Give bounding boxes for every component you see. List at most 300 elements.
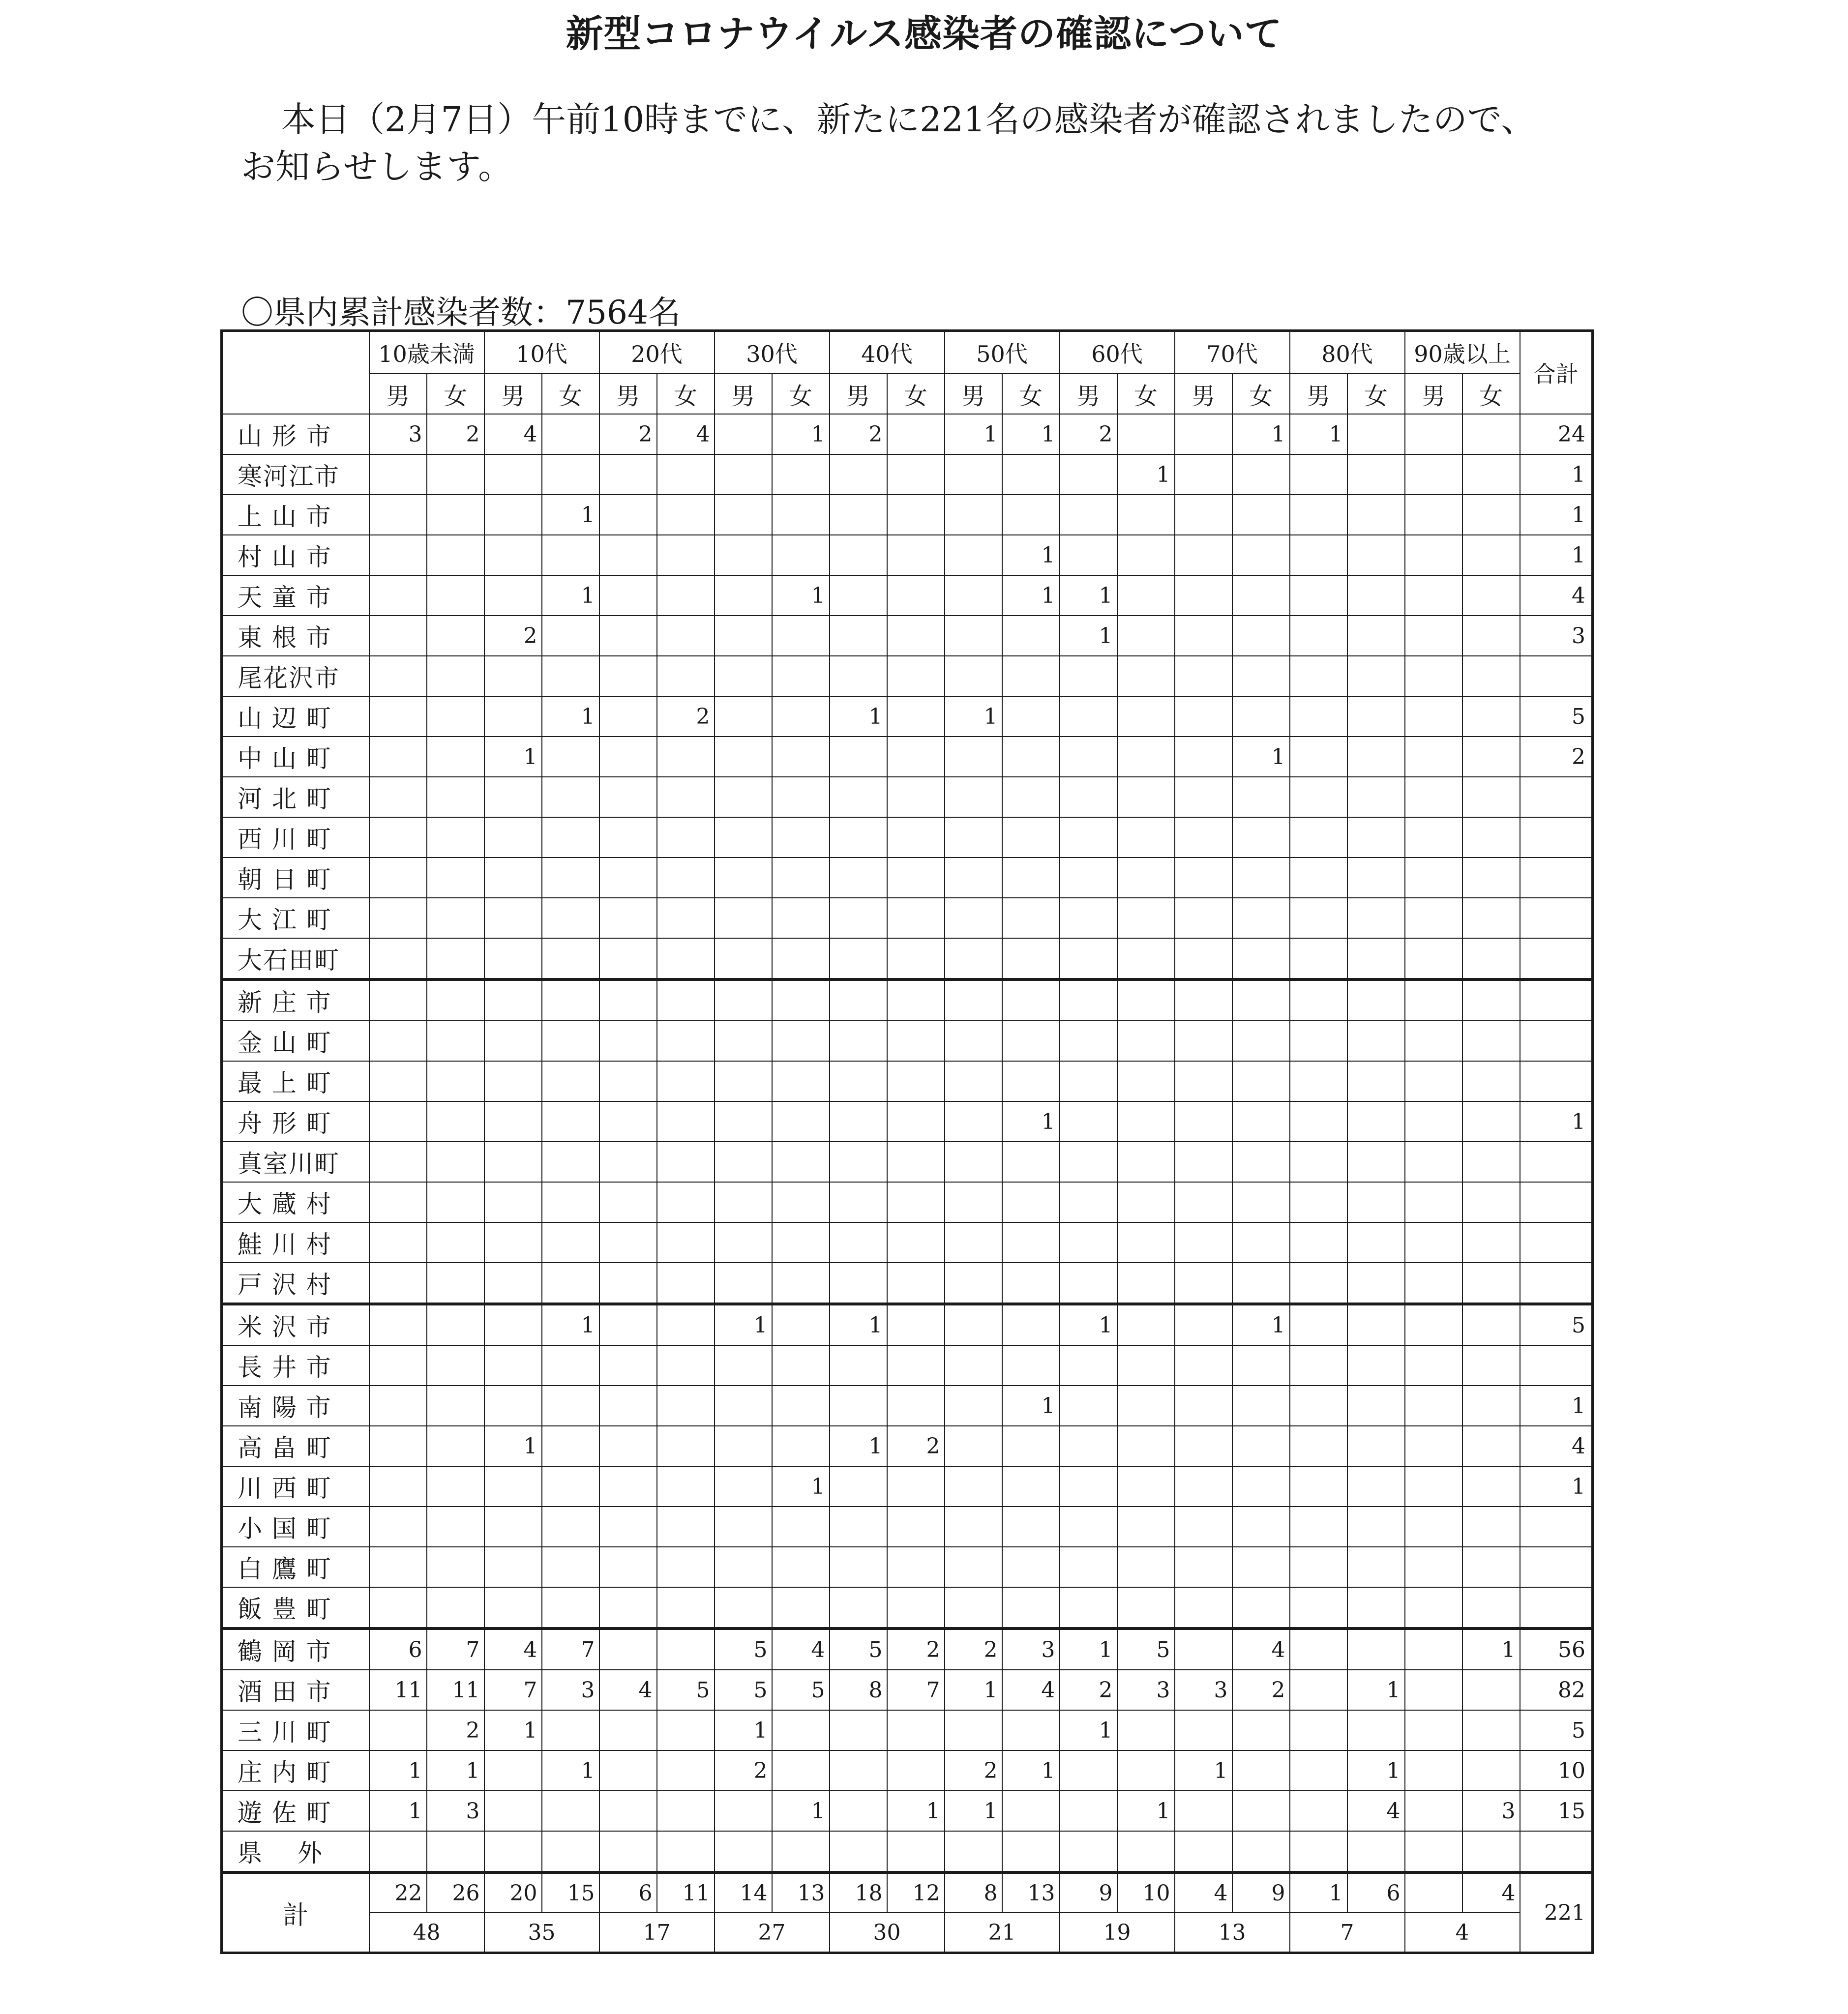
case-count-cell: [1290, 1222, 1347, 1263]
sum-by-sex-cell: 18: [830, 1872, 887, 1913]
table-row: [222, 858, 1593, 898]
case-count-cell: [887, 858, 945, 898]
case-count-cell: [1462, 1547, 1520, 1587]
age-group-header: 70代: [1175, 331, 1290, 374]
case-count-cell: [887, 1466, 945, 1507]
municipality-name: 鶴 岡 市: [222, 1629, 369, 1670]
case-count-cell: [1175, 1304, 1232, 1345]
case-count-cell: [1175, 575, 1232, 616]
case-count-cell: [1175, 1021, 1232, 1061]
case-count-cell: [1462, 1750, 1520, 1791]
case-count-cell: [1002, 495, 1060, 535]
case-count-cell: [599, 696, 657, 737]
case-count-cell: [542, 1831, 599, 1872]
case-count-cell: 3: [1117, 1670, 1175, 1710]
case-count-cell: [599, 1587, 657, 1629]
case-count-cell: [599, 1345, 657, 1386]
case-count-cell: [657, 1791, 715, 1831]
row-total-cell: 82: [1520, 1670, 1593, 1710]
case-count-cell: [1060, 898, 1117, 938]
case-count-cell: [484, 1263, 542, 1304]
case-count-cell: [369, 777, 427, 817]
case-count-cell: 2: [830, 414, 887, 454]
case-count-cell: [715, 414, 772, 454]
table-row: [222, 1182, 1593, 1222]
case-count-cell: [427, 777, 484, 817]
case-count-cell: [1175, 1142, 1232, 1182]
case-count-cell: 1: [1347, 1670, 1405, 1710]
row-total-cell: 1: [1520, 535, 1593, 575]
case-count-cell: 2: [599, 414, 657, 454]
case-count-cell: [427, 1222, 484, 1263]
case-count-cell: [830, 535, 887, 575]
case-count-cell: [772, 1061, 830, 1101]
case-count-cell: [427, 898, 484, 938]
case-count-cell: [427, 1831, 484, 1872]
municipality-name: 新 庄 市: [222, 979, 369, 1021]
case-count-cell: [1117, 817, 1175, 858]
case-count-cell: [715, 1791, 772, 1831]
case-count-cell: 3: [369, 414, 427, 454]
case-count-cell: 2: [484, 616, 542, 656]
case-count-cell: [542, 1101, 599, 1142]
case-count-cell: [1405, 495, 1462, 535]
case-count-cell: [887, 737, 945, 777]
case-count-cell: [945, 1345, 1002, 1386]
case-count-cell: [599, 1222, 657, 1263]
notice-line-2: お知らせします。: [241, 147, 513, 187]
case-count-cell: [1347, 1021, 1405, 1061]
case-count-cell: [1290, 495, 1347, 535]
case-count-cell: [599, 1791, 657, 1831]
case-count-cell: 1: [1232, 1304, 1290, 1345]
case-count-cell: [830, 495, 887, 535]
table-row: [222, 938, 1593, 979]
case-count-cell: [484, 1507, 542, 1547]
row-total-cell: 1: [1520, 1386, 1593, 1426]
table-row: [222, 1466, 1593, 1507]
case-count-cell: [945, 1142, 1002, 1182]
case-count-cell: [484, 1345, 542, 1386]
case-count-cell: [1347, 1222, 1405, 1263]
case-count-cell: [1290, 1021, 1347, 1061]
case-count-cell: [830, 616, 887, 656]
age-group-header: 60代: [1060, 331, 1175, 374]
case-count-cell: 4: [484, 1629, 542, 1670]
case-count-cell: [599, 1831, 657, 1872]
case-count-cell: [1462, 777, 1520, 817]
case-count-cell: [1462, 1670, 1520, 1710]
case-count-cell: 2: [1232, 1670, 1290, 1710]
case-count-cell: 5: [657, 1670, 715, 1710]
case-count-cell: [542, 1142, 599, 1182]
case-count-cell: [484, 858, 542, 898]
case-count-cell: [1347, 1345, 1405, 1386]
case-count-cell: [542, 1426, 599, 1466]
row-total-cell: [1520, 938, 1593, 979]
case-count-cell: [1347, 1061, 1405, 1101]
case-count-cell: [542, 979, 599, 1021]
case-count-cell: [542, 817, 599, 858]
case-count-cell: [1290, 1547, 1347, 1587]
case-count-cell: [484, 817, 542, 858]
case-count-cell: [1060, 1386, 1117, 1426]
case-count-cell: [1347, 979, 1405, 1021]
case-count-cell: [369, 1831, 427, 1872]
case-count-cell: [1290, 535, 1347, 575]
sum-by-sex-cell: 11: [657, 1872, 715, 1913]
case-count-cell: [1462, 414, 1520, 454]
case-count-cell: [1232, 1263, 1290, 1304]
female-header: 女: [1117, 374, 1175, 414]
case-count-cell: 1: [887, 1791, 945, 1831]
case-count-cell: [599, 1061, 657, 1101]
row-total-cell: 24: [1520, 414, 1593, 454]
case-count-cell: [1290, 817, 1347, 858]
case-count-cell: [369, 1021, 427, 1061]
case-count-cell: [1232, 817, 1290, 858]
case-count-cell: [484, 495, 542, 535]
case-count-cell: [657, 656, 715, 696]
case-count-cell: [1175, 1507, 1232, 1547]
case-count-cell: 1: [772, 1466, 830, 1507]
municipality-name: 尾花沢市: [222, 656, 369, 696]
case-count-cell: [715, 938, 772, 979]
sum-by-age-cell: 19: [1060, 1913, 1175, 1953]
case-count-cell: [1290, 1345, 1347, 1386]
case-count-cell: 1: [1462, 1629, 1520, 1670]
case-count-cell: [887, 1142, 945, 1182]
case-count-cell: [1060, 656, 1117, 696]
table-row: [222, 1507, 1593, 1547]
case-count-cell: 4: [657, 414, 715, 454]
municipality-name: 高 畠 町: [222, 1426, 369, 1466]
table-row: [222, 777, 1593, 817]
municipality-name: 長 井 市: [222, 1345, 369, 1386]
table-row: [222, 1222, 1593, 1263]
case-count-cell: [945, 454, 1002, 495]
case-count-cell: [1175, 616, 1232, 656]
case-count-cell: [1232, 575, 1290, 616]
case-count-cell: [657, 1182, 715, 1222]
case-count-cell: [369, 979, 427, 1021]
case-count-cell: 11: [369, 1670, 427, 1710]
case-count-cell: [599, 454, 657, 495]
case-count-cell: [715, 777, 772, 817]
case-count-cell: [887, 1831, 945, 1872]
case-count-cell: [1232, 1466, 1290, 1507]
case-count-cell: [1405, 1547, 1462, 1587]
case-count-cell: 1: [484, 1426, 542, 1466]
row-total-cell: [1520, 656, 1593, 696]
case-count-cell: [1002, 1061, 1060, 1101]
case-count-cell: [1002, 1791, 1060, 1831]
case-count-cell: [830, 1345, 887, 1386]
case-count-cell: [1462, 656, 1520, 696]
case-count-cell: [369, 1466, 427, 1507]
case-count-cell: [1462, 575, 1520, 616]
case-count-cell: [542, 1507, 599, 1547]
case-count-cell: [1060, 979, 1117, 1021]
case-count-cell: [484, 938, 542, 979]
case-count-cell: 1: [542, 575, 599, 616]
case-count-cell: [1405, 858, 1462, 898]
table-row: [222, 737, 1593, 777]
case-count-cell: [1347, 696, 1405, 737]
sum-by-sex-cell: 9: [1232, 1872, 1290, 1913]
case-count-cell: [1117, 1222, 1175, 1263]
case-count-cell: [599, 495, 657, 535]
case-count-cell: [772, 495, 830, 535]
case-count-cell: [599, 535, 657, 575]
case-count-cell: [887, 1061, 945, 1101]
case-count-cell: [1405, 1750, 1462, 1791]
sum-by-sex-cell: 6: [599, 1872, 657, 1913]
case-count-cell: 2: [1060, 1670, 1117, 1710]
municipality-name: 上 山 市: [222, 495, 369, 535]
case-count-cell: [772, 1426, 830, 1466]
case-count-cell: [830, 858, 887, 898]
case-count-cell: [427, 817, 484, 858]
case-count-cell: [1462, 1831, 1520, 1872]
case-count-cell: [1405, 656, 1462, 696]
case-count-cell: [1462, 1587, 1520, 1629]
case-count-cell: [772, 1710, 830, 1750]
case-count-cell: [772, 1547, 830, 1587]
case-count-cell: [1117, 696, 1175, 737]
case-count-cell: [945, 1710, 1002, 1750]
case-count-cell: [1002, 1507, 1060, 1547]
case-count-cell: [1117, 1466, 1175, 1507]
case-count-cell: [1462, 1710, 1520, 1750]
case-count-cell: [1290, 696, 1347, 737]
row-total-cell: 15: [1520, 1791, 1593, 1831]
case-count-cell: [1002, 737, 1060, 777]
case-count-cell: [1347, 1304, 1405, 1345]
case-count-cell: [427, 1021, 484, 1061]
case-count-cell: [887, 1750, 945, 1791]
case-count-cell: [1347, 1101, 1405, 1142]
case-count-cell: [1347, 938, 1405, 979]
case-count-cell: [542, 414, 599, 454]
case-count-cell: [772, 535, 830, 575]
case-count-cell: [542, 1222, 599, 1263]
case-count-cell: [484, 535, 542, 575]
case-count-cell: [1002, 1547, 1060, 1587]
municipality-rows: [222, 414, 1593, 1953]
case-count-cell: [1347, 1142, 1405, 1182]
case-count-cell: [657, 1507, 715, 1547]
case-count-cell: [369, 1426, 427, 1466]
case-count-cell: [887, 414, 945, 454]
case-count-cell: [1462, 1386, 1520, 1426]
case-count-cell: [369, 696, 427, 737]
case-count-cell: 1: [830, 1304, 887, 1345]
male-header: 男: [1060, 374, 1117, 414]
case-count-cell: 5: [715, 1629, 772, 1670]
case-count-cell: [715, 535, 772, 575]
case-count-cell: [715, 979, 772, 1021]
case-count-cell: [887, 495, 945, 535]
case-count-cell: [484, 1142, 542, 1182]
case-count-cell: [599, 817, 657, 858]
case-count-cell: [1117, 1263, 1175, 1304]
case-count-cell: [1175, 454, 1232, 495]
case-count-cell: [1117, 1142, 1175, 1182]
case-count-cell: [887, 979, 945, 1021]
case-count-cell: [599, 1750, 657, 1791]
table-row: [222, 414, 1593, 454]
case-count-cell: 3: [542, 1670, 599, 1710]
age-group-header: 20代: [599, 331, 715, 374]
case-count-cell: [484, 1791, 542, 1831]
case-count-cell: 1: [945, 1670, 1002, 1710]
row-total-cell: [1520, 1831, 1593, 1872]
case-count-cell: [484, 1304, 542, 1345]
case-count-cell: [1462, 1263, 1520, 1304]
case-count-cell: [887, 1345, 945, 1386]
case-count-cell: [1405, 1791, 1462, 1831]
case-count-cell: [1405, 1629, 1462, 1670]
case-count-cell: [1060, 535, 1117, 575]
row-total-cell: [1520, 1222, 1593, 1263]
municipality-name: 天 童 市: [222, 575, 369, 616]
municipality-name: 米 沢 市: [222, 1304, 369, 1345]
case-count-cell: 2: [945, 1750, 1002, 1791]
case-count-cell: [599, 1386, 657, 1426]
case-count-cell: [1347, 1182, 1405, 1222]
case-count-cell: [887, 1507, 945, 1547]
case-count-cell: [1060, 696, 1117, 737]
case-count-cell: [1405, 1587, 1462, 1629]
case-count-cell: [657, 495, 715, 535]
row-total-cell: [1520, 1263, 1593, 1304]
case-count-cell: [1002, 1345, 1060, 1386]
case-count-cell: [1232, 1547, 1290, 1587]
case-count-cell: [657, 1831, 715, 1872]
case-count-cell: [1462, 1142, 1520, 1182]
case-count-cell: [1002, 938, 1060, 979]
case-count-cell: [1175, 535, 1232, 575]
case-count-cell: [542, 1345, 599, 1386]
case-count-cell: [1232, 1386, 1290, 1426]
case-count-cell: [1002, 1142, 1060, 1182]
sum-by-sex-cell: 1: [1290, 1872, 1347, 1913]
case-count-cell: 1: [1060, 1304, 1117, 1345]
case-count-cell: [1462, 1061, 1520, 1101]
case-count-cell: 1: [1060, 616, 1117, 656]
case-count-cell: [1232, 1507, 1290, 1547]
case-count-cell: [830, 575, 887, 616]
case-count-cell: 5: [830, 1629, 887, 1670]
case-count-cell: [945, 938, 1002, 979]
case-count-cell: [427, 1304, 484, 1345]
case-count-cell: [1060, 1466, 1117, 1507]
case-count-cell: [1117, 656, 1175, 696]
case-count-cell: [772, 1101, 830, 1142]
sum-by-age-row: [222, 1913, 1593, 1953]
case-count-cell: [945, 1182, 1002, 1222]
case-count-cell: 1: [830, 1426, 887, 1466]
case-count-cell: [1462, 616, 1520, 656]
case-count-cell: [369, 1182, 427, 1222]
case-count-cell: [1117, 1587, 1175, 1629]
case-count-cell: 4: [484, 414, 542, 454]
municipality-name: 県 外: [222, 1831, 369, 1872]
row-total-cell: [1520, 1182, 1593, 1222]
case-count-cell: [1290, 737, 1347, 777]
case-count-cell: [369, 1710, 427, 1750]
case-count-cell: [945, 1061, 1002, 1101]
case-count-cell: [830, 1710, 887, 1750]
sum-by-age-cell: 30: [830, 1913, 945, 1953]
case-count-cell: [657, 535, 715, 575]
case-count-cell: [887, 1101, 945, 1142]
case-count-cell: [657, 858, 715, 898]
case-count-cell: [657, 1466, 715, 1507]
case-count-cell: [715, 1466, 772, 1507]
case-count-cell: [1290, 1710, 1347, 1750]
case-count-cell: [945, 898, 1002, 938]
case-count-cell: [1347, 1629, 1405, 1670]
row-total-cell: 1: [1520, 454, 1593, 495]
case-count-cell: 2: [945, 1629, 1002, 1670]
case-count-cell: [1002, 777, 1060, 817]
case-count-cell: [1060, 777, 1117, 817]
case-count-cell: [1060, 454, 1117, 495]
case-count-cell: [830, 1263, 887, 1304]
case-count-cell: [1405, 1831, 1462, 1872]
case-count-cell: [715, 454, 772, 495]
table-row: [222, 454, 1593, 495]
case-count-cell: [1002, 1182, 1060, 1222]
case-count-cell: [369, 1345, 427, 1386]
municipality-name: 鮭 川 村: [222, 1222, 369, 1263]
case-count-cell: [657, 1101, 715, 1142]
case-count-cell: [1347, 777, 1405, 817]
case-count-cell: [1117, 1182, 1175, 1222]
case-count-cell: 1: [830, 696, 887, 737]
case-count-cell: 1: [945, 414, 1002, 454]
case-count-cell: [1290, 454, 1347, 495]
case-count-cell: [427, 979, 484, 1021]
case-count-cell: [369, 1101, 427, 1142]
header-corner-cell: [222, 331, 369, 415]
case-count-cell: [1175, 1587, 1232, 1629]
case-count-cell: [542, 737, 599, 777]
row-total-cell: [1520, 1061, 1593, 1101]
row-total-cell: [1520, 1507, 1593, 1547]
case-count-cell: [1290, 1507, 1347, 1547]
case-count-cell: [657, 1750, 715, 1791]
case-count-cell: [715, 817, 772, 858]
case-count-cell: [1462, 1021, 1520, 1061]
case-count-cell: [427, 495, 484, 535]
case-count-cell: [772, 938, 830, 979]
row-total-cell: [1520, 1547, 1593, 1587]
case-count-cell: [945, 1263, 1002, 1304]
case-count-cell: [715, 1021, 772, 1061]
case-count-cell: [542, 535, 599, 575]
case-count-cell: [830, 1182, 887, 1222]
case-count-cell: [1405, 898, 1462, 938]
case-count-cell: [484, 1061, 542, 1101]
case-count-cell: [1117, 1101, 1175, 1142]
sum-by-sex-row: [222, 1872, 1593, 1913]
case-count-cell: [1462, 1507, 1520, 1547]
sum-by-age-cell: 27: [715, 1913, 830, 1953]
case-count-cell: [1175, 656, 1232, 696]
